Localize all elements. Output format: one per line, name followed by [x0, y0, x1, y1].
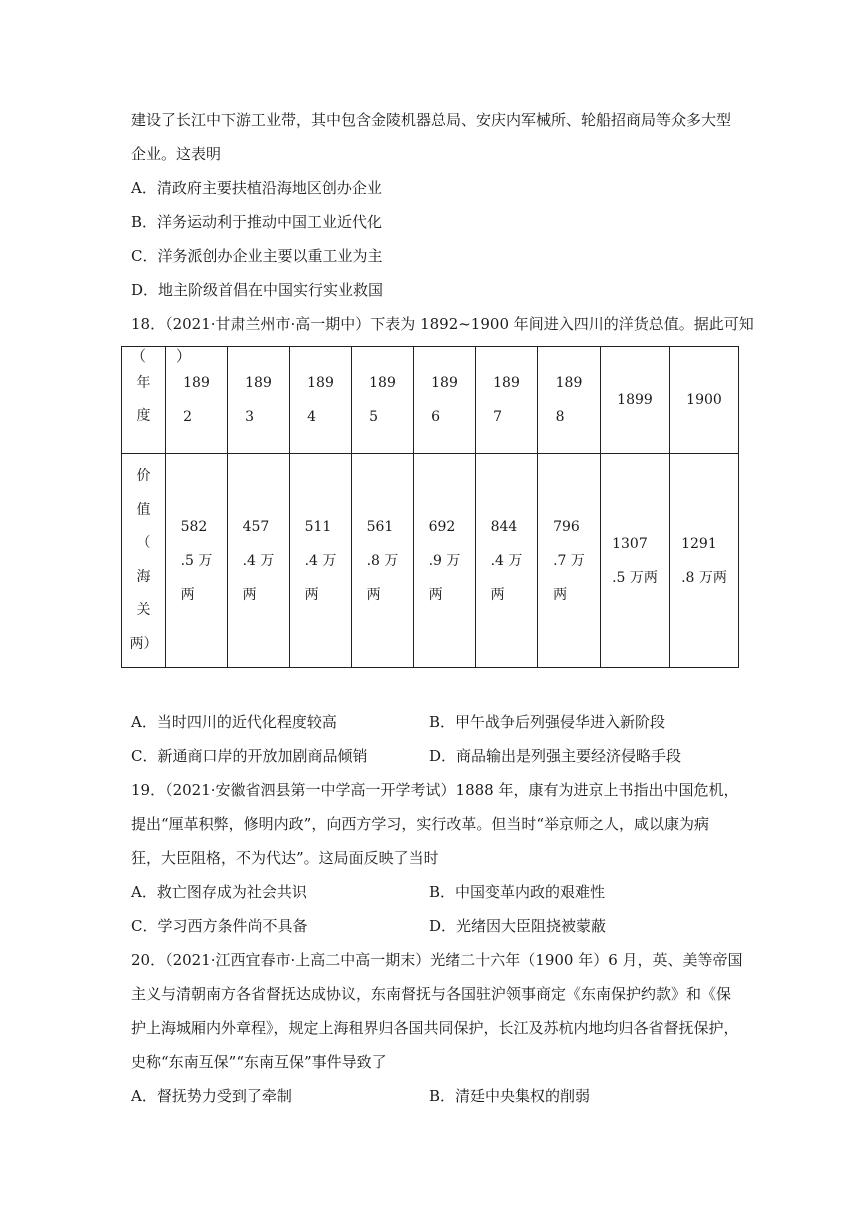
- q18-option-d: D．商品输出是列强主要经济侵略手段: [429, 747, 682, 765]
- value-text: .4 万: [242, 552, 275, 569]
- value-cell: [352, 454, 414, 668]
- year-cell: [352, 347, 414, 454]
- year-text: 8: [555, 409, 565, 425]
- value-text: 两: [490, 586, 505, 603]
- q17-option-b: B．洋务运动利于推动中国工业近代化: [131, 213, 383, 231]
- year-cell: [538, 347, 601, 454]
- value-text: 1291: [681, 535, 717, 552]
- value-text: 561: [366, 518, 394, 535]
- year-header-char: 度: [136, 408, 151, 424]
- value-text: 两: [180, 586, 195, 603]
- value-cell: [601, 454, 670, 668]
- q17-stem-line-1: 建设了长江中下游工业带，其中包含金陵机器总局、安庆内军械所、轮船招商局等众多大型: [131, 111, 732, 129]
- value-cell: [414, 454, 476, 668]
- value-header-char: 两）: [129, 635, 158, 652]
- q19-stem-line-1: 19．（2021·安徽省泗县第一中学高一开学考试）1888 年，康有为进京上书指出中国危机，: [131, 781, 739, 799]
- value-text: 两: [428, 586, 443, 603]
- value-header-char: 海: [136, 568, 151, 585]
- q17-option-c: C．洋务派创办企业主要以重工业为主: [131, 247, 383, 265]
- value-cell: [228, 454, 290, 668]
- value-text: 844: [490, 518, 518, 535]
- year-text: 189: [183, 375, 210, 391]
- year-cell: [290, 347, 352, 454]
- value-cell: [538, 454, 601, 668]
- value-text: .9 万: [428, 552, 461, 569]
- q20-stem-line-3: 护上海城厢内外章程》，规定上海租界归各国共同保护，长江及苏杭内地均归各省督抚保护，: [131, 1019, 739, 1037]
- value-cell: [476, 454, 538, 668]
- year-text: 189: [245, 375, 272, 391]
- year-text: 1900: [686, 392, 722, 408]
- table-row-year: [122, 347, 739, 454]
- year-text: 1899: [617, 392, 653, 408]
- q18-option-b: B．甲午战争后列强侵华进入新阶段: [429, 713, 666, 731]
- year-text: 6: [431, 409, 441, 425]
- value-text: 两: [553, 586, 568, 603]
- table-row-value: [122, 454, 739, 668]
- q20-stem-line-4: 史称“东南互保”“东南互保”事件导致了: [131, 1053, 387, 1071]
- q20-stem-line-2: 主义与清朝南方各省督抚达成协议，东南督抚与各国驻沪领事商定《东南保护约款》和《保: [131, 985, 732, 1003]
- q18-stem-line-2: （ ）: [131, 347, 192, 365]
- value-header-char: 关: [136, 602, 151, 618]
- year-cell: [670, 347, 739, 454]
- year-text: 189: [493, 375, 520, 391]
- value-cell: [670, 454, 739, 668]
- year-text: 189: [555, 375, 583, 391]
- q20-stem-line-1: 20．（2021·江西宜春市·上高二中高一期末）光绪二十六年（1900 年）6 月，英、美等帝国: [131, 951, 743, 969]
- year-text: 189: [307, 375, 334, 391]
- q18-option-c: C．新通商口岸的开放加剧商品倾销: [131, 747, 368, 765]
- year-header-char: 年: [136, 374, 151, 391]
- value-cell: [290, 454, 352, 668]
- q20-option-a: A．督抚势力受到了牵制: [131, 1087, 292, 1105]
- value-header-cell: [122, 454, 166, 668]
- value-text: .8 万两: [681, 569, 727, 586]
- q18-stem-line-1: 18．（2021·甘肃兰州市·高一期中）下表为 1892~1900 年间进入四川的洋货总值。据此可知: [131, 315, 754, 333]
- value-text: 692: [428, 518, 456, 535]
- value-text: .4 万: [490, 552, 523, 569]
- year-cell: [228, 347, 290, 454]
- value-text: 582: [180, 518, 208, 535]
- year-text: 3: [245, 409, 255, 425]
- value-text: .5 万: [180, 552, 213, 569]
- q17-option-d: D．地主阶级首倡在中国实行实业救国: [131, 281, 384, 299]
- value-text: 511: [304, 518, 332, 535]
- q19-option-d: D．光绪因大臣阻挠被蒙蔽: [429, 917, 607, 935]
- q19-option-b: B．中国变革内政的艰难性: [429, 883, 606, 901]
- value-text: .5 万两: [612, 569, 658, 586]
- q19-option-a: A．救亡图存成为社会共识: [131, 883, 307, 901]
- q20-option-b: B．清廷中央集权的削弱: [429, 1087, 591, 1105]
- value-text: .4 万: [304, 552, 337, 569]
- value-cell: [166, 454, 228, 668]
- year-cell: [476, 347, 538, 454]
- q17-stem-line-2: 企业。这表明: [131, 145, 222, 163]
- value-text: 796: [553, 518, 580, 535]
- q19-stem-line-2: 提出“厘革积弊，修明内政”，向西方学习，实行改革。但当时“举京师之人，咸以康为病: [131, 815, 710, 833]
- q18-option-a: A．当时四川的近代化程度较高: [131, 713, 337, 731]
- value-text: 两: [242, 586, 257, 603]
- value-text: 1307: [612, 535, 648, 552]
- value-text: 两: [304, 586, 319, 603]
- imports-value-table: [121, 346, 739, 668]
- value-header-char: 值: [136, 501, 151, 518]
- year-cell: [414, 347, 476, 454]
- year-text: 5: [369, 409, 379, 425]
- q19-stem-line-3: 狂，大臣阻格，不为代达”。这局面反映了当时: [131, 849, 439, 867]
- year-text: 189: [431, 375, 458, 391]
- year-cell: [601, 347, 670, 454]
- year-text: 7: [493, 409, 503, 425]
- year-text: 189: [369, 375, 396, 391]
- value-header-char: 价: [136, 468, 151, 484]
- value-text: .7 万: [553, 552, 585, 569]
- year-text: 4: [307, 409, 317, 425]
- q19-option-c: C．学习西方条件尚不具备: [131, 917, 308, 935]
- value-text: 两: [366, 586, 381, 603]
- year-text: 2: [183, 409, 193, 425]
- value-text: .8 万: [366, 552, 399, 569]
- value-text: 457: [242, 518, 270, 535]
- value-header-char: （: [136, 535, 151, 551]
- q17-option-a: A．清政府主要扶植沿海地区创办企业: [131, 179, 382, 197]
